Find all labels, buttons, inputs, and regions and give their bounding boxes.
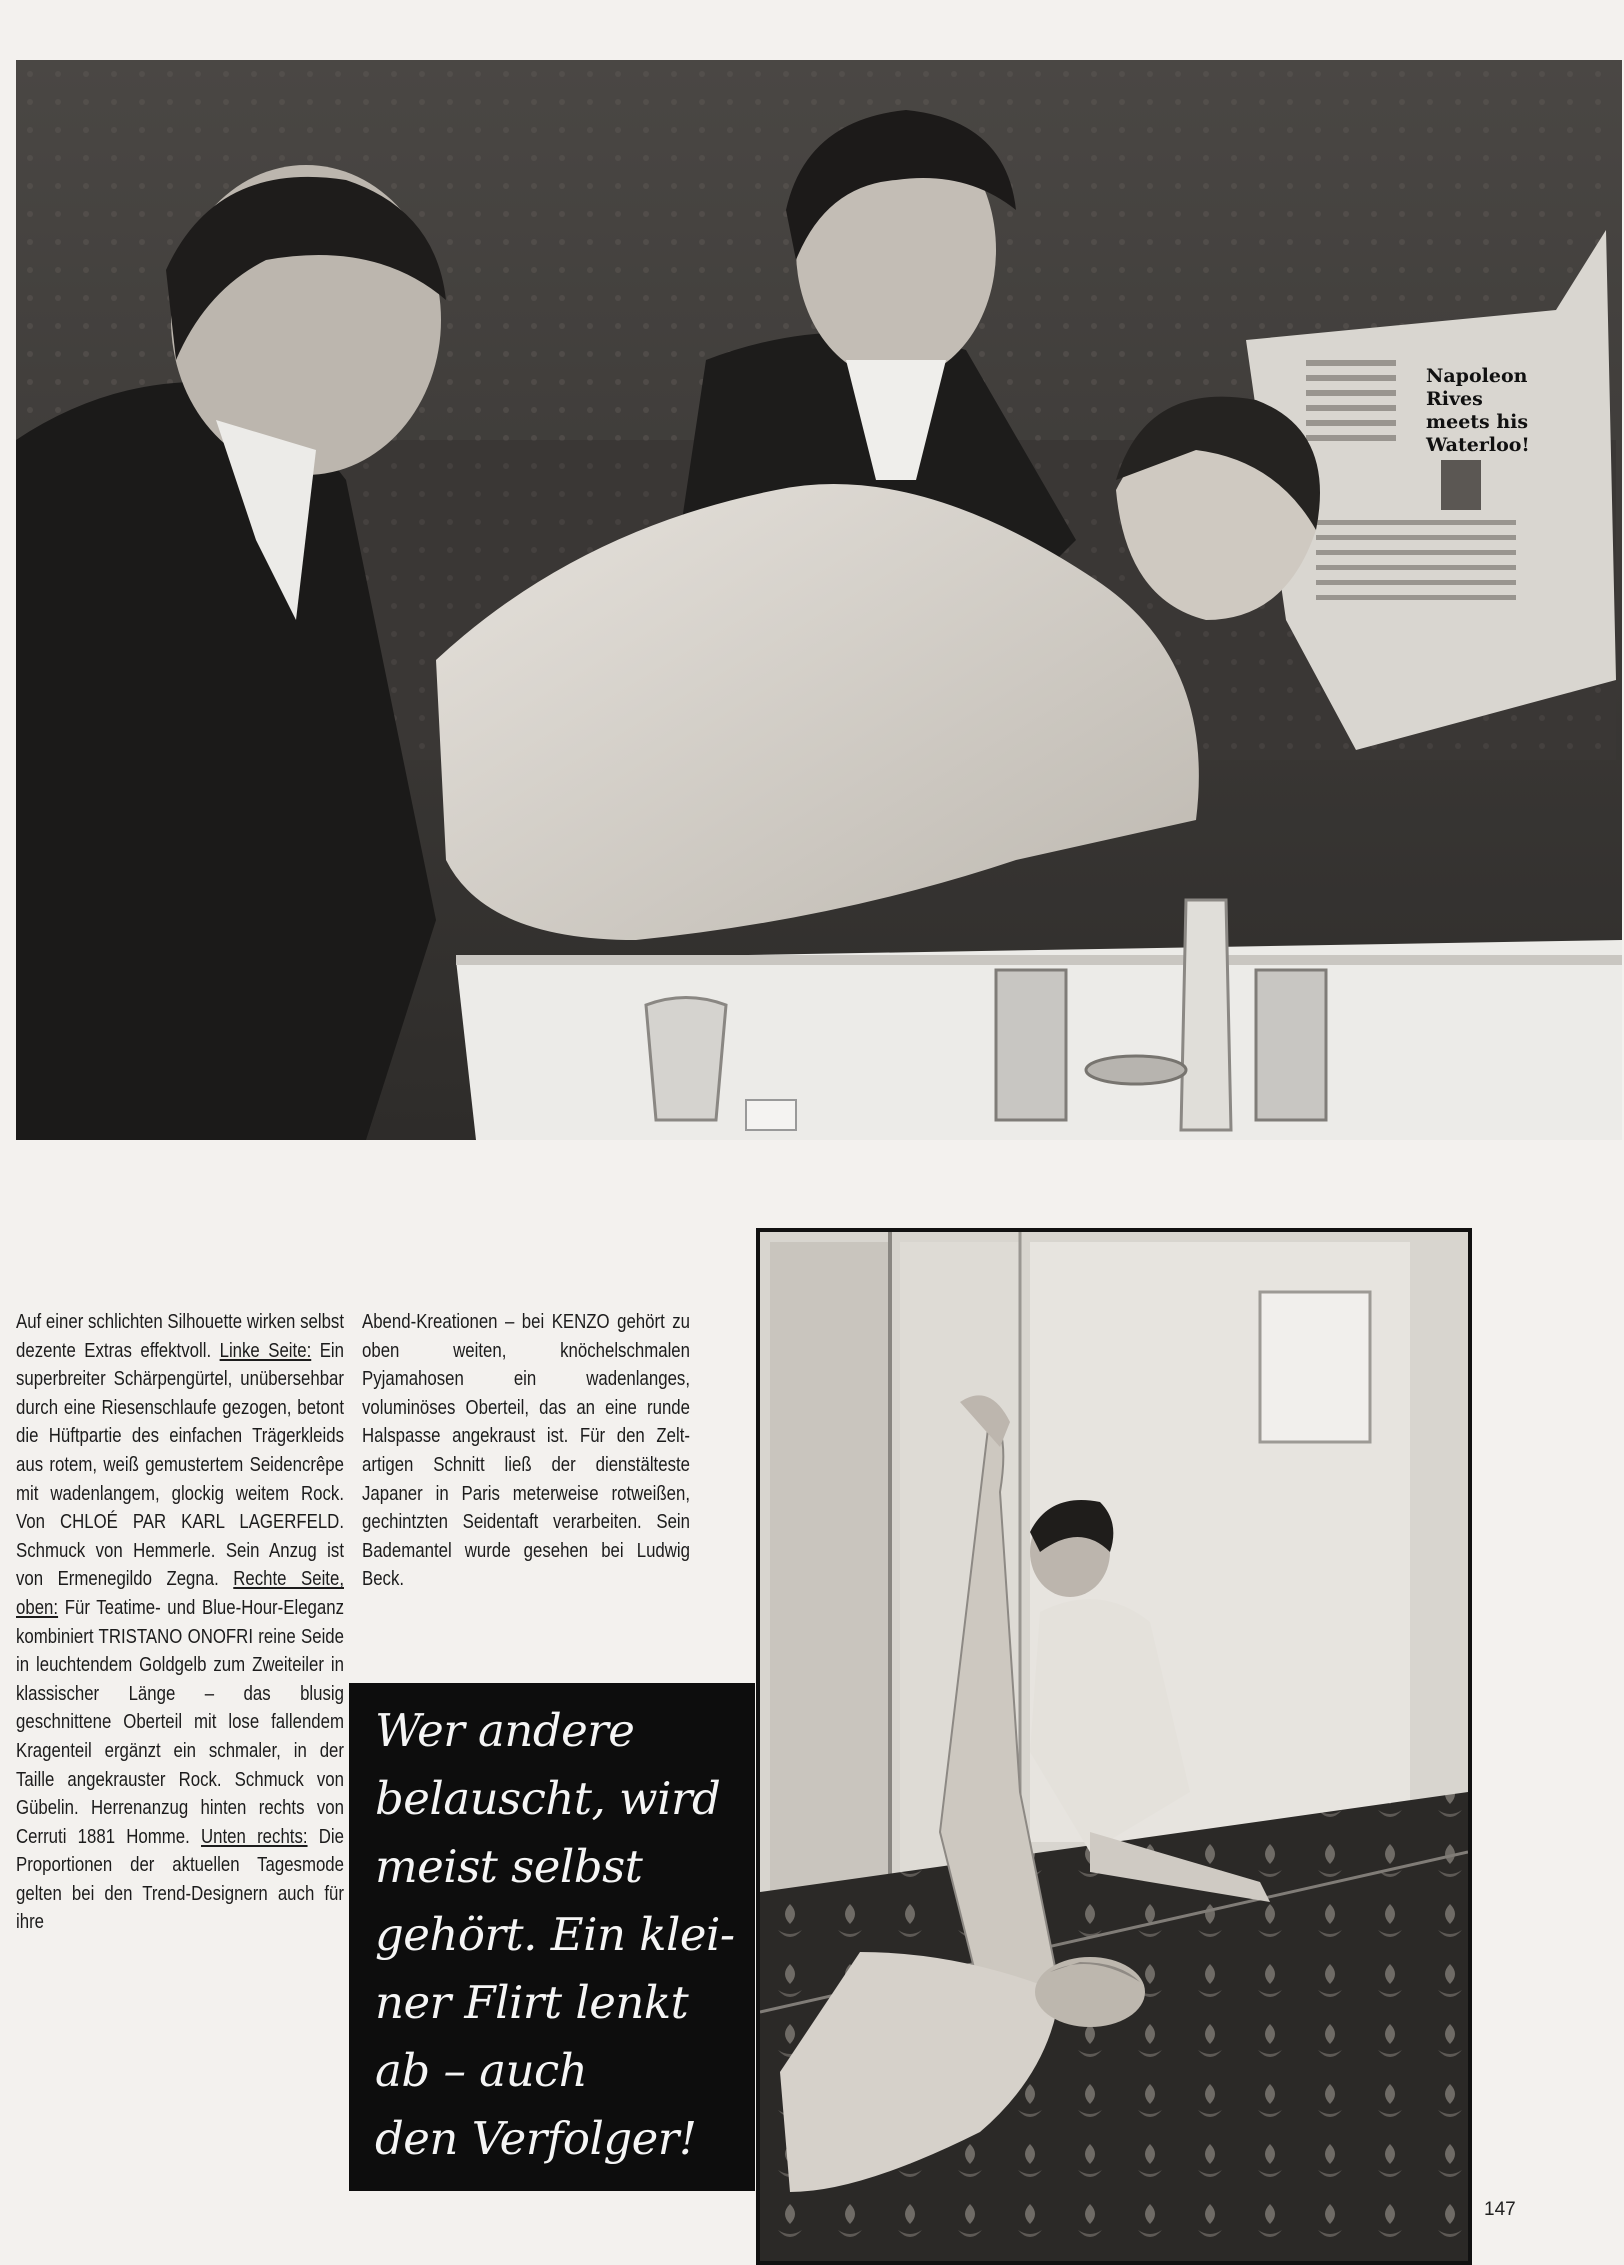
text-run: Ein superbreiter Schärpengürtel, unübersehbar durch eine Riesenschlaufe gezogen, betont die Hüftpartie des einfachen Trägerkleids aus rotem, weiß gemustertem Seidencrêpe mit wadenlangem, glockig weitem Rock. Von CHLOÉ PAR KARL LAGERFELD. Schmuck von Hemmerle. Sein Anzug ist von Ermenegildo Zegna. [16, 1338, 345, 1591]
text-run: Abend-Kreationen – bei KENZO gehört zu oben weiten, knöchelschmalen Pyjamahosen ein wadenlanges, voluminöses Oberteil, das an eine runde Halspasse angekraust ist. Für den Zelt-artigen Schnitt ließ der dienstälteste Japaner in Paris meterweise rotweißen, gechintzten Seidentaft verarbeiten. Sein Bademantel wurde gesehen bei Ludwig Beck. [362, 1310, 690, 1591]
text-run: Auf einer schlichten Silhouette wirken selbst dezente Extras effektvoll. [16, 1310, 344, 1362]
caption-ref-bottom-right: Unten rechts: [201, 1824, 308, 1848]
pull-quote-line: gehört. Ein klei- [375, 1908, 735, 1961]
body-text-left-column [16, 1308, 344, 1937]
pull-quote-line: Wer andere [375, 1704, 635, 1757]
top-photo-illustration [16, 60, 1622, 1140]
pull-quote-line: belauscht, wird [375, 1772, 721, 1825]
body-text-left [16, 1308, 344, 1937]
bottom-photo-illustration [760, 1232, 1468, 2261]
pull-quote-line: ner Flirt lenkt [375, 1976, 689, 2029]
pull-quote-line: meist selbst [375, 1840, 643, 1893]
body-text-right [362, 1308, 690, 1594]
top-photo [16, 60, 1622, 1140]
text-run: Für Teatime- und Blue-Hour-Eleganz kombiniert TRISTANO ONOFRI reine Seide in leuchtendem Goldgelb zum Zweiteiler in klassischer Länge – das blusig geschnittene Oberteil mit lose fallendem Kragenteil ergänzt ein schmaler, in der Taille angekrauster Rock. Schmuck von Gübelin. Herrenanzug hinten rechts von Cerruti 1881 Homme. [16, 1595, 345, 1848]
newspaper-headline-3: meets his [1426, 411, 1529, 433]
pull-quote-line: den Verfolger! [375, 2112, 697, 2165]
pull-quote [375, 1697, 737, 2173]
pull-quote-line: ab – auch [375, 2044, 588, 2097]
caption-ref-right-top: Rechte Seite, oben: [16, 1567, 344, 1619]
page-number: 147 [1484, 2199, 1516, 2220]
newspaper-headline-2: Rives [1426, 388, 1483, 410]
newspaper-headline-4: Waterloo! [1426, 434, 1530, 456]
text-run: Die Proportionen der aktuellen Tagesmode gelten bei den Trend-Designern auch für ihre [16, 1824, 344, 1934]
caption-ref-left-page: Linke Seite: [219, 1338, 312, 1362]
body-text-right-column [362, 1308, 690, 1594]
pull-quote-box [349, 1683, 755, 2191]
bottom-photo [756, 1228, 1472, 2265]
newspaper-headline-1: Napoleon [1426, 365, 1528, 387]
